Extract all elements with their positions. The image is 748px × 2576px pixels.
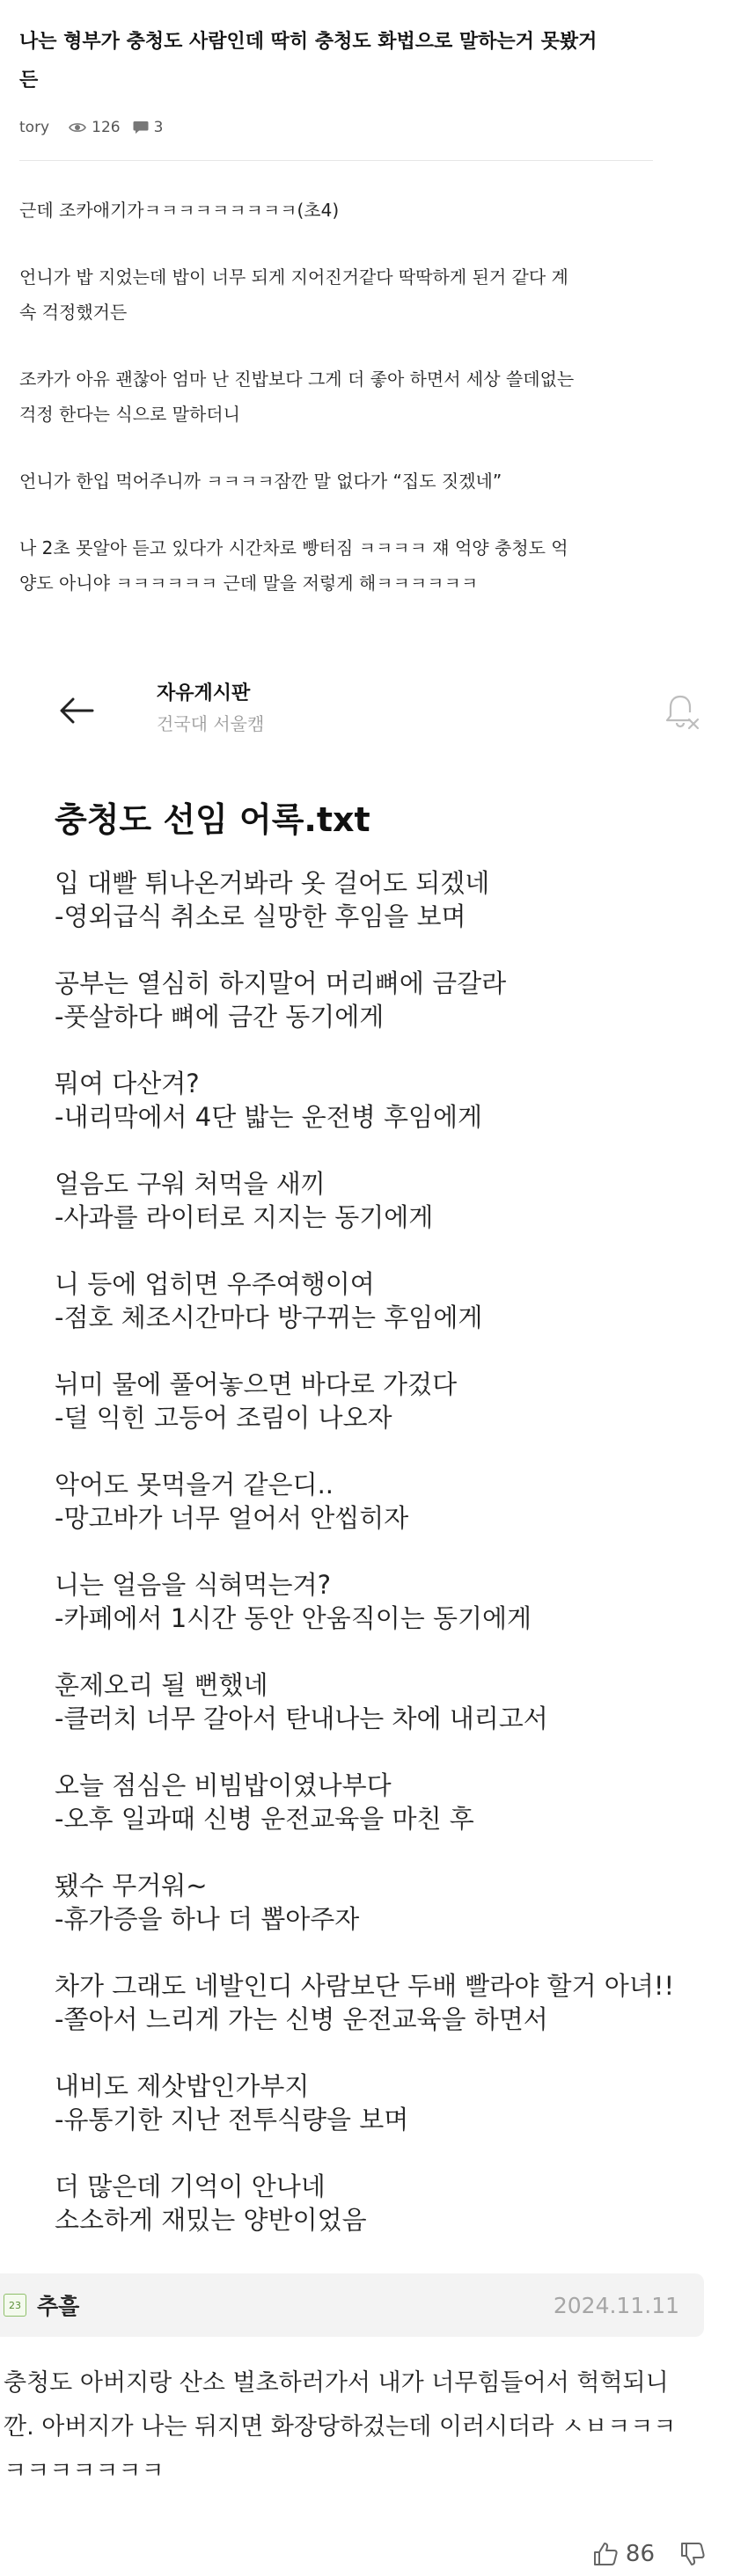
quote-context: -내리막에서 4단 밟는 운전병 후임에게 [55,1102,482,1132]
upvote-button[interactable] [592,2541,655,2567]
arrow-left-icon [59,697,94,724]
paragraph-gap [55,1234,748,1267]
paragraph-gap [55,1635,748,1668]
paragraph-gap [55,1434,748,1468]
paragraph-gap [19,499,702,530]
quote-context: -사과를 라이터로 지지는 동기에게 [55,1202,434,1232]
post-body [19,161,702,601]
thumbs-up-icon [592,2541,619,2567]
quote-context: -점호 체조시간마다 방구뀌는 후임에게 [55,1303,483,1332]
post-title-line: 든 [19,69,39,91]
closing-line: 소소하게 재밌는 양반이었음 [55,2205,367,2235]
article-title: 충청도 선임 어록.txt [55,800,370,839]
post-line: 나 2초 못알아 듣고 있다가 시간차로 빵터짐 ㅋㅋㅋㅋ 쟤 억양 충청도 억 [19,537,568,558]
quote-context: -카페에서 1시간 동안 안움직이는 동기에게 [55,1603,532,1633]
paragraph-gap [55,933,748,967]
speech-bubble-icon [133,120,149,135]
comment-line: 깐. 아버지가 나는 뒤지면 화장당하겄는데 이러시더라 ㅅㅂㅋㅋㅋ [4,2413,677,2441]
post-meta [19,116,702,139]
bell-off-icon [664,691,700,730]
board-name: 자유게시판 [157,682,251,704]
quote-line: 훈제오리 될 뻔했네 [55,1670,268,1700]
paragraph-gap [55,1134,748,1167]
embedded-screenshot [0,662,748,2237]
quote-line: 니 등에 업히면 우주여행이여 [55,1269,375,1299]
comment-body [4,2361,702,2493]
views-count: 126 [92,119,121,136]
paragraph-gap [19,432,702,463]
paragraph-gap [55,1735,748,1769]
post-line: 언니가 한입 먹어주니까 ㅋㅋㅋㅋ잠깐 말 없다가 “집도 짓겠네” [19,471,502,492]
comment [0,2273,748,2576]
quote-context: -망고바가 너무 얼어서 안씹히자 [55,1503,409,1533]
post-line: 걱정 한다는 식으로 말하더니 [19,404,240,425]
quote-line: 뉘미 물에 풀어놓으면 바다로 가겄다 [55,1369,458,1399]
quote-line: 악어도 못먹을거 같은디.. [55,1470,334,1500]
quote-line: 뭐여 다산겨? [55,1069,200,1098]
quote-context: -풋살하다 뼈에 금간 동기에게 [55,1002,385,1032]
quote-context: -영외급식 취소로 실망한 후임을 보며 [55,901,466,931]
closing-line: 더 많은데 기억이 안나네 [55,2171,326,2201]
comment-votes [0,2532,748,2576]
post [0,0,748,601]
quote-line: 차가 그래도 네발인디 사람보단 두배 빨라야 할거 아녀!! [55,1971,675,2001]
quote-line: 니는 얼음을 식혀먹는겨? [55,1570,331,1600]
member-level-badge: 23 [4,2294,26,2317]
paragraph-gap [55,1835,748,1869]
quote-context: -클러치 너무 갈아서 탄내나는 차에 내리고서 [55,1704,548,1733]
post-line: 양도 아니야 ㅋㅋㅋㅋㅋㅋ 근데 말을 저렇게 해ㅋㅋㅋㅋㅋㅋ [19,573,479,594]
comment-author[interactable]: 추흘 [37,2294,80,2319]
quote-line: 얼음도 구워 처먹을 새끼 [55,1169,326,1199]
post-line: 조카가 아유 괜찮아 엄마 난 진밥보다 그게 더 좋아 하면서 세상 쓸데없는 [19,369,575,390]
post-line: 근데 조카애기가ㅋㅋㅋㅋㅋㅋㅋㅋㅋ(초4) [19,200,340,221]
paragraph-gap [55,1033,748,1067]
article-body [55,866,748,2237]
post-author[interactable]: tory [19,119,50,136]
quote-line: 됐수 무거워~ [55,1871,208,1901]
quote-line: 내비도 제삿밥인가부지 [55,2071,310,2101]
paragraph-gap [55,2036,748,2069]
quote-context: -덜 익힌 고등어 조림이 나오자 [55,1403,392,1433]
comment-line: 충청도 아버지랑 산소 벌초하러가서 내가 너무힘들어서 헉헉되니 [4,2369,669,2397]
notification-toggle[interactable] [660,689,704,733]
post-line: 속 걱정했거든 [19,302,128,323]
paragraph-gap [19,330,702,361]
comment-date: 2024.11.11 [553,2292,679,2318]
quote-line: 공부는 열심히 하지말어 머리뼈에 금갈라 [55,968,507,998]
paragraph-gap [19,228,702,259]
back-button[interactable] [55,689,99,733]
eye-icon [69,121,86,134]
quote-context: -오후 일과때 신병 운전교육을 마친 후 [55,1804,474,1834]
post-title-line: 나는 형부가 충청도 사람인데 딱히 충청도 화법으로 말하는거 못봤거 [19,31,598,53]
quote-context: -유통기한 지난 전투식량을 보며 [55,2105,409,2135]
comment-header [0,2273,704,2337]
comments-count: 3 [153,119,164,136]
post-line: 언니가 밥 지었는데 밥이 너무 되게 지어진거같다 딱딱하게 된거 같다 계 [19,266,568,288]
paragraph-gap [55,2136,748,2170]
comments-stat [133,119,164,136]
board-header [0,662,748,759]
comment-line: ㅋㅋㅋㅋㅋㅋㅋ [4,2457,165,2485]
quote-line: 입 대빨 튀나온거봐라 옷 걸어도 되겠네 [55,868,490,898]
quote-line: 오늘 점심은 비빔밥이였나부다 [55,1770,392,1800]
quote-context: -휴가증을 하나 더 뽑아주자 [55,1904,360,1934]
thumbs-down-icon [679,2541,706,2567]
upvote-count: 86 [625,2541,655,2567]
paragraph-gap [55,1334,748,1368]
downvote-button[interactable] [679,2541,706,2567]
board-campus: 건국대 서울캠 [157,713,265,734]
paragraph-gap [55,1535,748,1568]
quote-context: -쫄아서 느리게 가는 신병 운전교육을 하면서 [55,2004,548,2034]
views-stat [69,119,120,136]
paragraph-gap [55,1936,748,1969]
post-title [19,23,702,100]
